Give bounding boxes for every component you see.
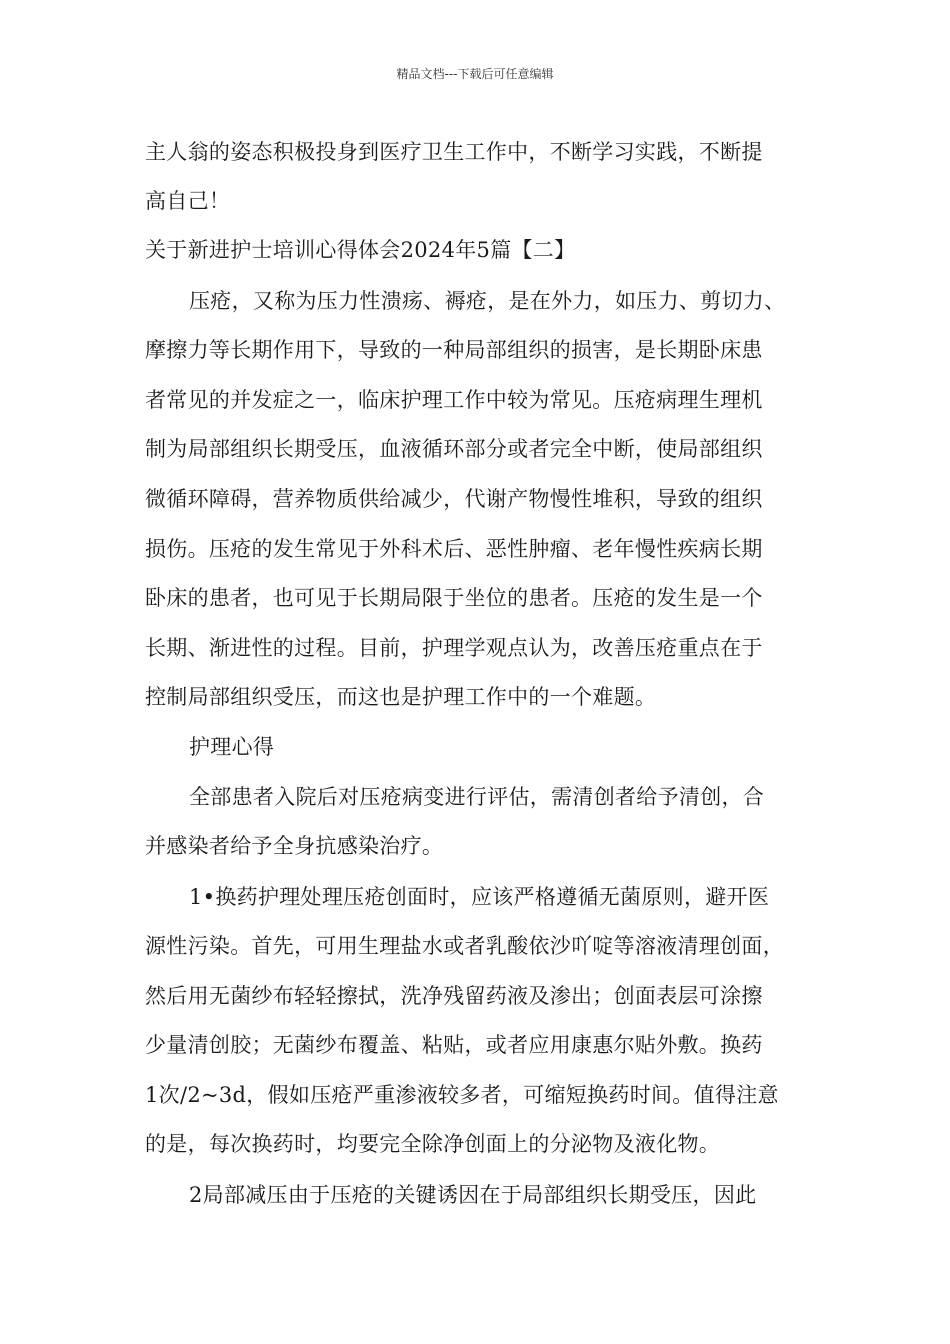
body-line: 主人翁的姿态积极投身到医疗卫生工作中，不断学习实践，不断提 bbox=[145, 140, 763, 164]
body-line: 然后用无菌纱布轻轻擦拭，洗净残留药液及渗出；创面表层可涂擦 bbox=[145, 984, 763, 1008]
body-line: 高自己！ bbox=[145, 189, 231, 213]
body-line: 少量清创胶；无菌纱布覆盖、粘贴，或者应用康惠尔贴外敷。换药 bbox=[145, 1033, 763, 1057]
body-line: 制为局部组织长期受压，血液循环部分或者完全中断，使局部组织 bbox=[145, 437, 763, 461]
paragraph-start: 全部患者入院后对压疮病变进行评估，需清创者给予清创，合 bbox=[189, 785, 765, 809]
paragraph-start: 2局部减压由于压疮的关键诱因在于局部组织长期受压，因此 bbox=[189, 1183, 757, 1207]
body-line: 长期、渐进性的过程。目前，护理学观点认为，改善压疮重点在于 bbox=[145, 636, 763, 660]
paragraph-start: 1•换药护理处理压疮创面时，应该严格遵循无菌原则，避开医 bbox=[189, 885, 770, 909]
body-line: 者常见的并发症之一，临床护理工作中较为常见。压疮病理生理机 bbox=[145, 388, 763, 412]
body-line: 源性污染。首先，可用生理盐水或者乳酸依沙吖啶等溶液清理创面， bbox=[145, 934, 784, 958]
body-line: 的是，每次换药时，均要完全除净创面上的分泌物及液化物。 bbox=[145, 1132, 721, 1156]
section-heading: 关于新进护士培训心得体会2024年5篇【二】 bbox=[145, 238, 576, 262]
body-line: 卧床的患者，也可见于长期局限于坐位的患者。压疮的发生是一个 bbox=[145, 586, 763, 610]
subheading: 护理心得 bbox=[189, 735, 275, 759]
body-line: 并感染者给予全身抗感染治疗。 bbox=[145, 834, 444, 858]
body-line: 控制局部组织受压，而这也是护理工作中的一个难题。 bbox=[145, 685, 657, 709]
body-line: 摩擦力等长期作用下，导致的一种局部组织的损害，是长期卧床患 bbox=[145, 338, 763, 362]
body-line: 损伤。压疮的发生常见于外科术后、恶性肿瘤、老年慢性疾病长期 bbox=[145, 537, 763, 561]
body-line: 1次/2~3d，假如压疮严重渗液较多者，可缩短换药时间。值得注意 bbox=[145, 1083, 779, 1107]
body-line: 微循环障碍，营养物质供给减少，代谢产物慢性堆积，导致的组织 bbox=[145, 487, 763, 511]
paragraph-start: 压疮，又称为压力性溃疡、褥疮，是在外力，如压力、剪切力、 bbox=[189, 289, 786, 313]
page-header: 精品文档---下载后可任意编辑 bbox=[396, 67, 554, 81]
